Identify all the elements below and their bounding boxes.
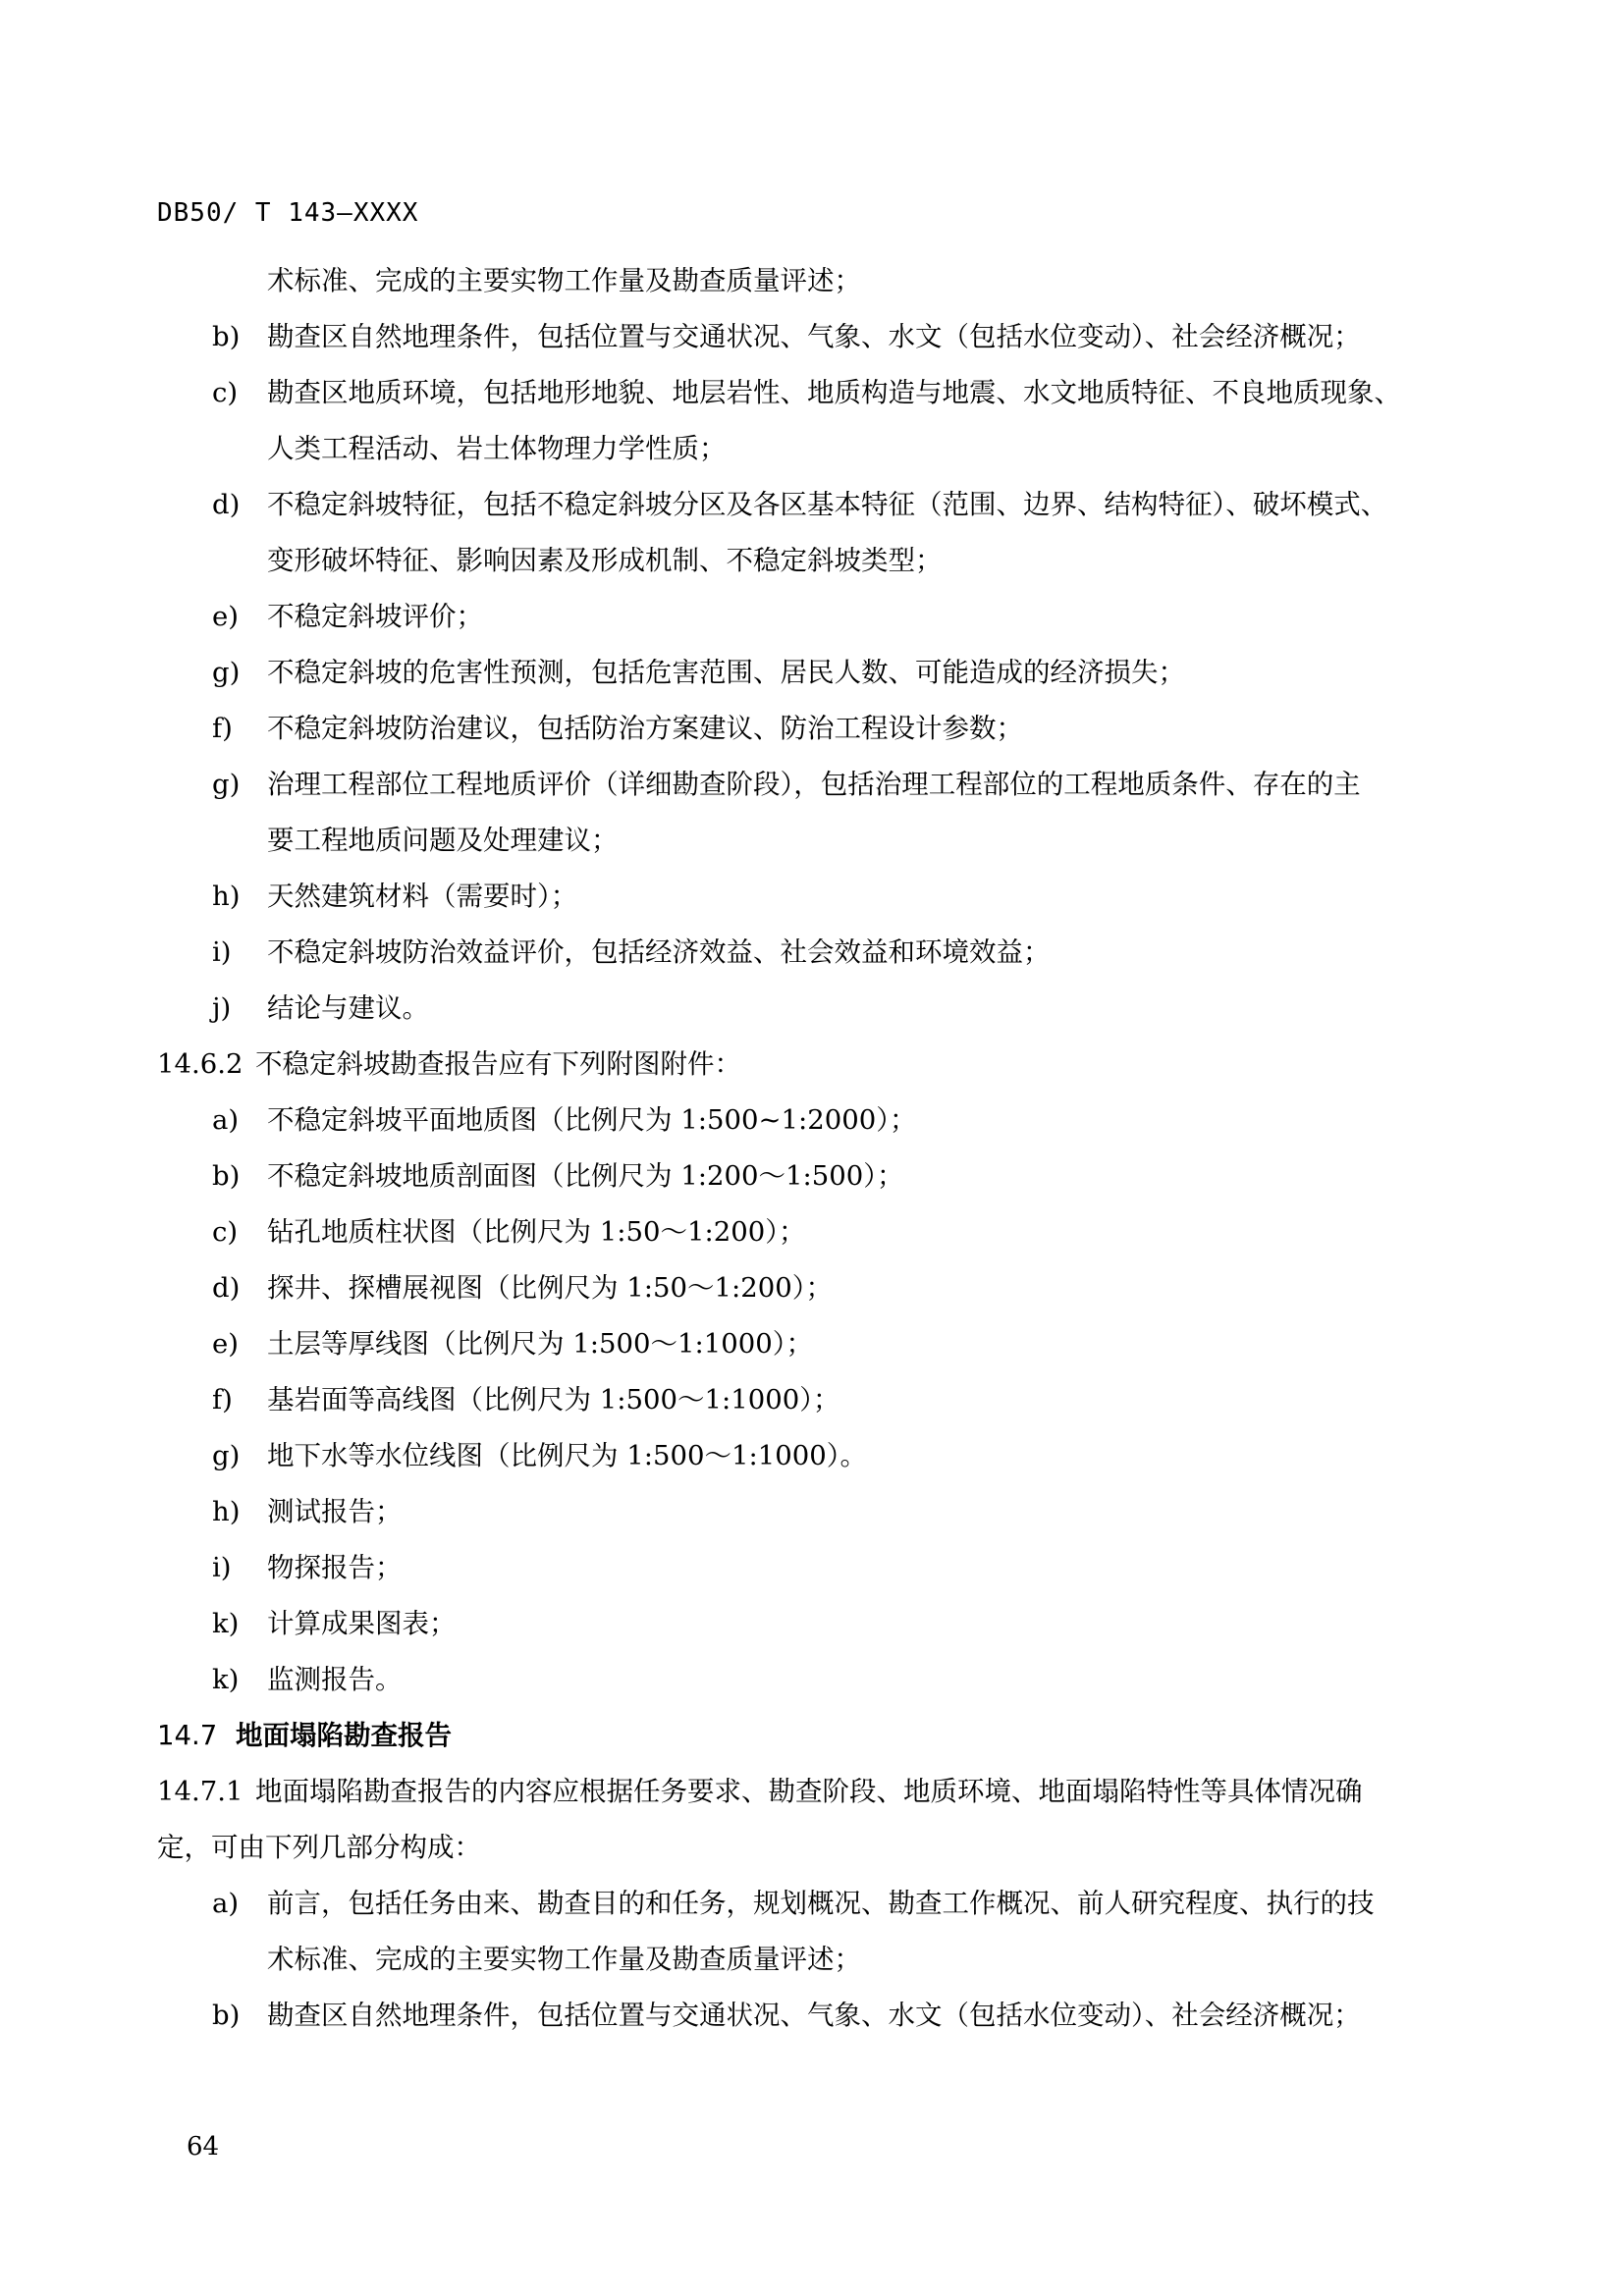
list-item-text: 结论与建议。	[267, 992, 429, 1024]
list-item-text: 土层等厚线图（比例尺为 1:500～1:1000）；	[267, 1328, 813, 1360]
clause-number: 14.6.2	[157, 1048, 244, 1080]
clause	[157, 1764, 1453, 1820]
list-item	[157, 1372, 1453, 1428]
list-item-marker: g)	[212, 657, 241, 688]
section-number: 14.7	[157, 1720, 218, 1751]
list-item-text: 物探报告；	[267, 1552, 403, 1583]
list-item-marker: j)	[212, 992, 232, 1024]
list-item	[157, 981, 1453, 1037]
document-body	[157, 253, 1453, 2044]
list-item-text: 不稳定斜坡的危害性预测，包括危害范围、居民人数、可能造成的经济损失；	[267, 657, 1185, 688]
list-item-marker: b)	[212, 321, 241, 352]
list-item	[157, 1484, 1453, 1540]
list-item-marker: a)	[212, 1888, 240, 1919]
list-item-marker: a)	[212, 1104, 240, 1136]
list-item-text: 钻孔地质柱状图（比例尺为 1:50～1:200）；	[267, 1216, 806, 1248]
list-item	[157, 1876, 1453, 1932]
list-item-marker: c)	[212, 377, 239, 408]
list-item	[157, 1204, 1453, 1260]
list-item-text: 测试报告；	[267, 1496, 403, 1527]
list-item-marker: k)	[212, 1664, 240, 1695]
section-title: 地面塌陷勘查报告	[236, 1720, 452, 1751]
list-item-continuation: 变形破坏特征、影响因素及形成机制、不稳定斜坡类型；	[267, 545, 943, 576]
clause-number: 14.7.1	[157, 1776, 244, 1807]
list-item	[157, 757, 1453, 813]
list-item	[157, 925, 1453, 981]
list-item-text: 监测报告。	[267, 1664, 403, 1695]
list-item	[157, 1540, 1453, 1596]
list-item-marker: i)	[212, 1552, 232, 1583]
clause	[157, 1037, 1453, 1093]
list-item-marker: f)	[212, 1384, 233, 1415]
list-item-marker: e)	[212, 1328, 240, 1360]
list-item-marker: k)	[212, 1608, 240, 1639]
list-item-text: 计算成果图表；	[267, 1608, 457, 1639]
list-item-marker: g)	[212, 769, 241, 800]
list-item	[157, 1988, 1453, 2044]
list-item	[157, 365, 1453, 421]
list-item-marker: d)	[212, 1272, 241, 1304]
list-item	[157, 477, 1453, 533]
list-item-marker: b)	[212, 1160, 241, 1192]
list-item-text: 不稳定斜坡平面地质图（比例尺为 1:500~1:2000）；	[267, 1104, 917, 1136]
list-item-text: 天然建筑材料（需要时）；	[267, 881, 578, 912]
list-item	[157, 1316, 1453, 1372]
list-item	[157, 1093, 1453, 1148]
list-item-text: 勘查区自然地理条件，包括位置与交通状况、气象、水文（包括水位变动）、社会经济概况；	[267, 321, 1361, 352]
list-item-marker: h)	[212, 1496, 241, 1527]
list-item	[157, 589, 1453, 645]
list-item-text: 不稳定斜坡防治效益评价，包括经济效益、社会效益和环境效益；	[267, 936, 1051, 968]
list-item-marker: e)	[212, 601, 240, 632]
list-item	[157, 1596, 1453, 1652]
list-item	[157, 1260, 1453, 1316]
list-item-text: 不稳定斜坡地质剖面图（比例尺为 1:200～1:500）；	[267, 1160, 904, 1192]
list-item-marker: d)	[212, 489, 241, 520]
list-item-marker: g)	[212, 1440, 241, 1471]
list-item-marker: i)	[212, 936, 232, 968]
list-item-continuation: 术标准、完成的主要实物工作量及勘查质量评述；	[267, 1944, 861, 1975]
list-item-marker: b)	[212, 2000, 241, 2031]
list-item-text: 勘查区地质环境，包括地形地貌、地层岩性、地质构造与地震、水文地质特征、不良地质现象、	[267, 377, 1401, 408]
list-item-text: 探井、探槽展视图（比例尺为 1:50～1:200）；	[267, 1272, 833, 1304]
list-item-marker: h)	[212, 881, 241, 912]
clause-text: 地面塌陷勘查报告的内容应根据任务要求、勘查阶段、地质环境、地面塌陷特性等具体情况确	[255, 1776, 1363, 1807]
list-item	[157, 309, 1453, 365]
list-item-text: 勘查区自然地理条件，包括位置与交通状况、气象、水文（包括水位变动）、社会经济概况；	[267, 2000, 1361, 2031]
list-item-text: 不稳定斜坡特征，包括不稳定斜坡分区及各区基本特征（范围、边界、结构特征）、破坏模式、	[267, 489, 1388, 520]
list-item-marker: f)	[212, 713, 233, 744]
clause-text: 不稳定斜坡勘查报告应有下列附图附件：	[255, 1048, 741, 1080]
list-item-marker: c)	[212, 1216, 239, 1248]
list-item-text: 治理工程部位工程地质评价（详细勘查阶段），包括治理工程部位的工程地质条件、存在的主	[267, 769, 1361, 800]
list-item-text: 地下水等水位线图（比例尺为 1:500～1:1000）。	[267, 1440, 867, 1471]
list-item-continuation: 人类工程活动、岩土体物理力学性质；	[267, 433, 727, 464]
list-item	[157, 1148, 1453, 1204]
list-item-text: 不稳定斜坡防治建议，包括防治方案建议、防治工程设计参数；	[267, 713, 1023, 744]
list-item	[157, 701, 1453, 757]
list-item-text: 基岩面等高线图（比例尺为 1:500～1:1000）；	[267, 1384, 840, 1415]
list-item-text: 前言，包括任务由来、勘查目的和任务，规划概况、勘查工作概况、前人研究程度、执行的技	[267, 1888, 1375, 1919]
list-item	[157, 1652, 1453, 1708]
list-item	[157, 1428, 1453, 1484]
page-number: 64	[187, 2132, 220, 2162]
section-heading	[157, 1708, 1453, 1764]
list-item	[157, 645, 1453, 701]
list-item-text: 不稳定斜坡评价；	[267, 601, 483, 632]
paragraph-line: 定，可由下列几部分构成：	[157, 1832, 481, 1863]
list-item	[157, 869, 1453, 925]
list-item-continuation: 术标准、完成的主要实物工作量及勘查质量评述；	[267, 265, 861, 296]
document-code: DB50/ T 143—XXXX	[157, 198, 419, 228]
list-item-continuation: 要工程地质问题及处理建议；	[267, 825, 619, 856]
